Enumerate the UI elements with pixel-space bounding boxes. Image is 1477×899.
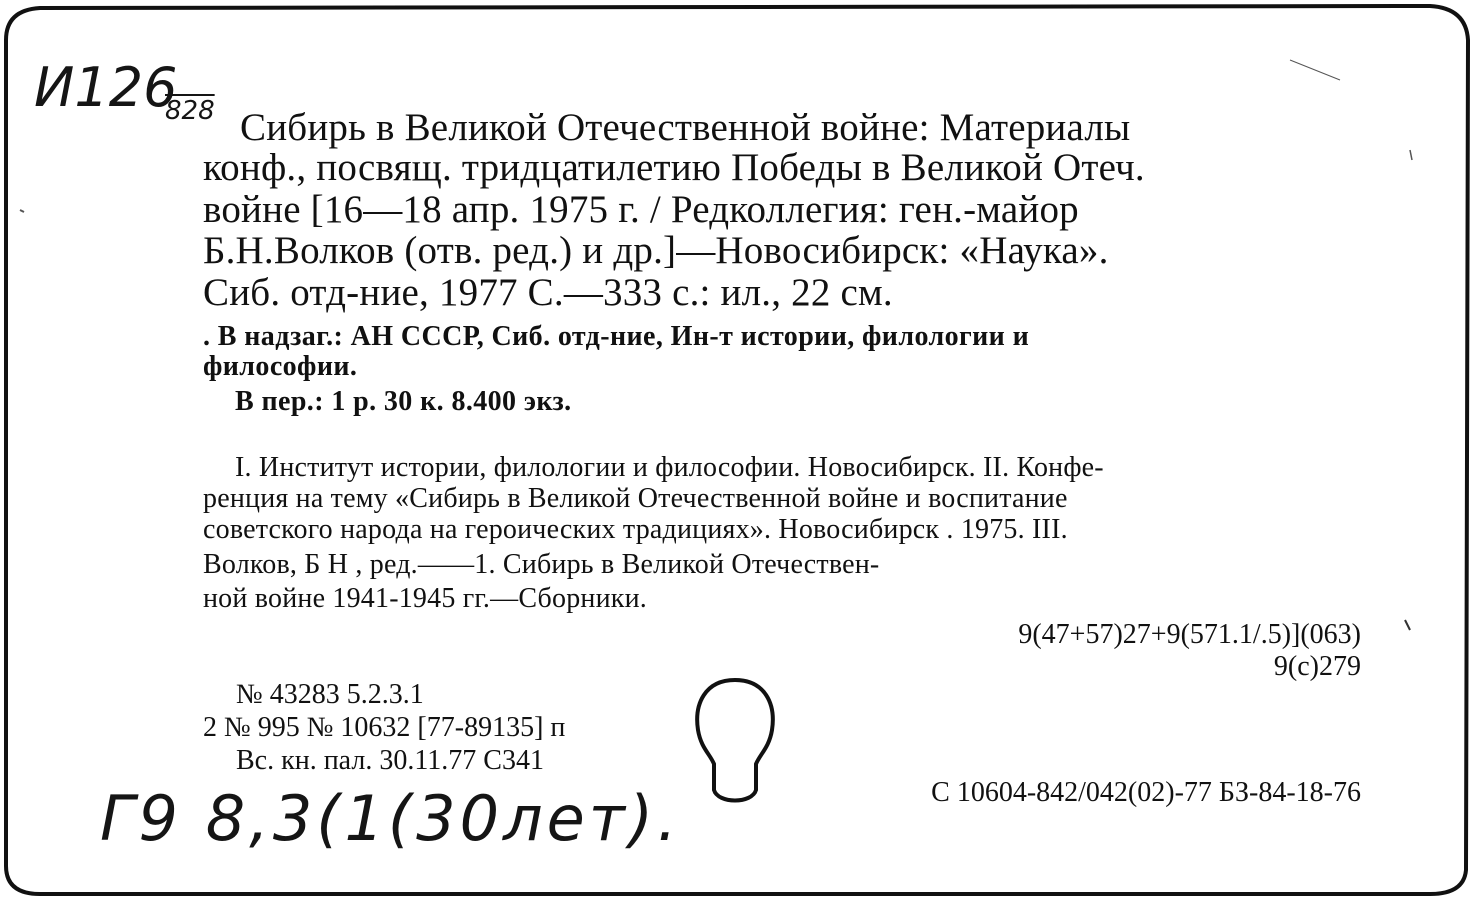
title-line-1: Сибирь в Великой Отечественной войне: Материалы [240,106,1131,149]
title-line-4: Б.Н.Волков (отв. ред.) и др.]—Новосибирск: «Наука». [203,229,1109,272]
tracing-line-3: советского народа на героических традициях». Новосибирск . 1975. III. [203,514,1068,545]
author-mark: 9(с)279 [1273,651,1361,682]
title-line-3: войне [16—18 апр. 1975 г. / Редколлегия: ген.-майор [203,188,1079,231]
order-code: С 10604-842/042(02)-77 БЗ-84-18-76 [931,777,1361,808]
handwritten-shelf-subcode: 828 [165,96,215,126]
record-number: 2 № 995 № 10632 [77-89135] п [203,712,566,743]
handwritten-call-number: Г9 8,3(1(30лет). [100,782,681,855]
tracing-line-2: ренция на тему «Сибирь в Великой Отечественной войне и воспитание [203,483,1068,514]
tracing-line-1: I. Институт истории, филологии и философии. Новосибирск. II. Конфе- [235,452,1104,483]
punch-hole-icon [690,672,780,812]
tracing-line-4: Волков, Б Н , ред.——1. Сибирь в Великой Отечествен- [203,549,880,580]
inventory-number: № 43283 5.2.3.1 [236,679,424,710]
title-line-5: Сиб. отд-ние, 1977 С.—333 с.: ил., 22 см. [203,271,893,314]
book-chamber-line: Вс. кн. пал. 30.11.77 С341 [236,745,544,776]
title-line-2: конф., посвящ. тридцатилетию Победы в Великой Отеч. [203,146,1145,189]
price-line: В пер.: 1 р. 30 к. 8.400 экз. [235,386,572,417]
tracing-line-5: ной войне 1941-1945 гг.—Сборники. [203,583,647,614]
note-line-1: . В надзаг.: АН СССР, Сиб. отд-ние, Ин-т истории, филологии и [203,321,1030,352]
classification-index: 9(47+57)27+9(571.1/.5)](063) [1018,619,1361,650]
handwritten-shelf-code: И126 [34,56,178,119]
note-line-2: философии. [203,351,358,382]
